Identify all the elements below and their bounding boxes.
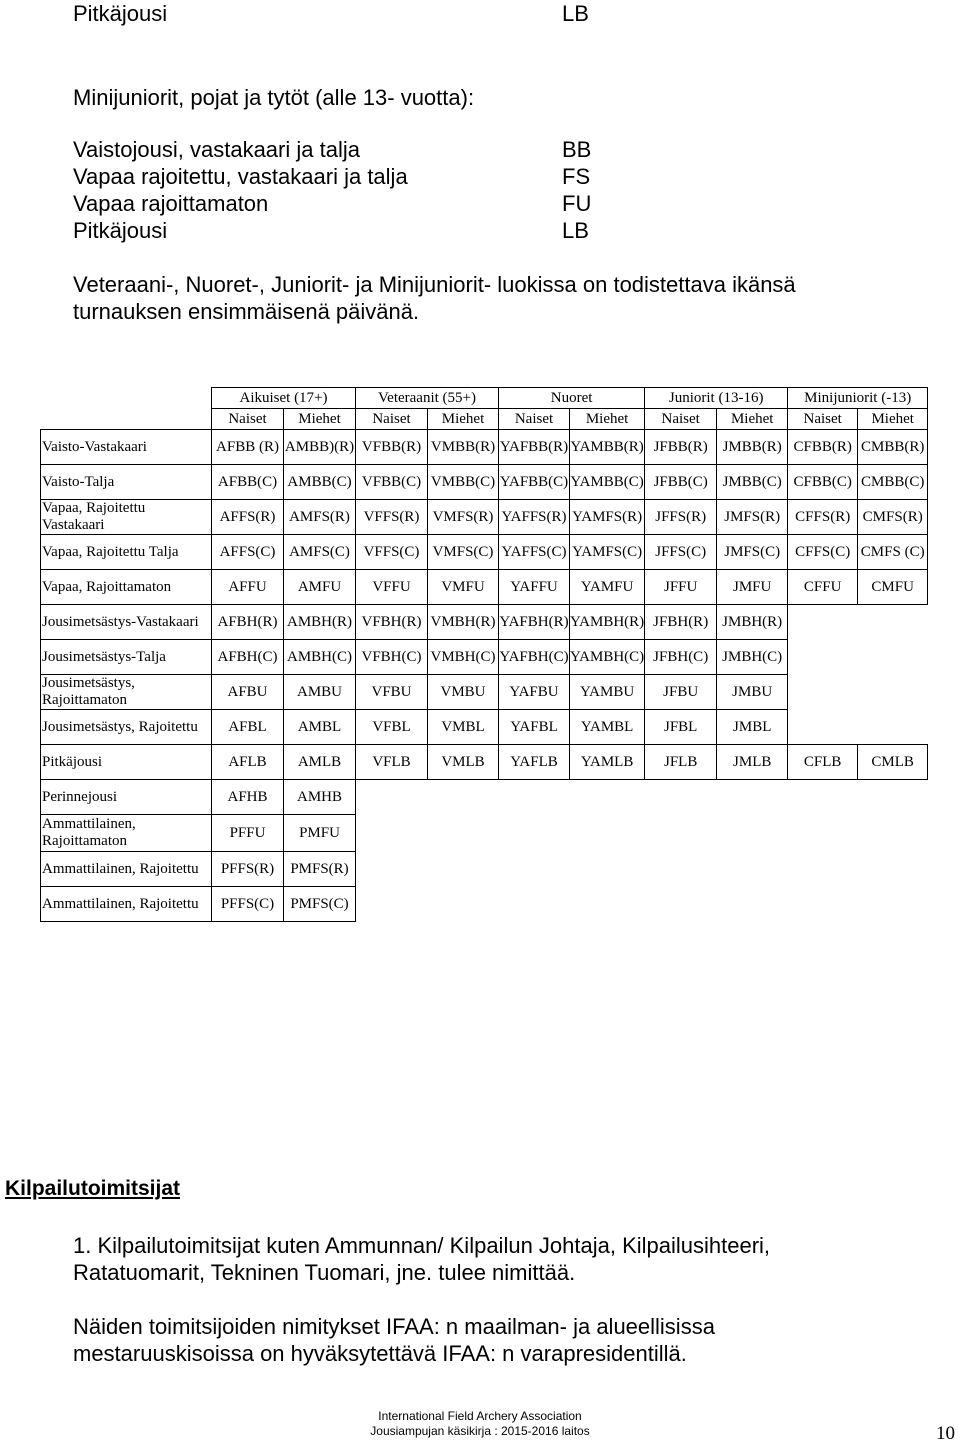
row-label: Vapaa, Rajoitettu Talja bbox=[41, 535, 212, 570]
footer-org: International Field Archery Association bbox=[378, 1409, 582, 1423]
top-right-code: LB bbox=[562, 1, 589, 26]
gender-header: Naiset bbox=[645, 409, 717, 430]
class-code-cell: AFFS(R) bbox=[212, 500, 284, 535]
class-code-cell: JFFS(C) bbox=[645, 535, 717, 570]
row-label: Jousimetsästys-Talja bbox=[41, 640, 212, 675]
empty-cell bbox=[645, 780, 717, 815]
gender-header: Naiset bbox=[356, 409, 428, 430]
footer-handbook: Jousiampujan käsikirja : 2015-2016 laitos bbox=[370, 1424, 590, 1438]
row-label: Perinnejousi bbox=[41, 780, 212, 815]
class-code-cell: PFFU bbox=[212, 815, 284, 852]
class-code-cell: YAFBH(C) bbox=[499, 640, 570, 675]
class-code-cell: YAFBB(R) bbox=[499, 430, 570, 465]
class-code-cell: AFLB bbox=[212, 745, 284, 780]
class-code-cell: VFFU bbox=[356, 570, 428, 605]
class-code-cell: JMBB(C) bbox=[717, 465, 788, 500]
class-code-cell: VMFS(C) bbox=[428, 535, 499, 570]
class-code-cell: CFFS(R) bbox=[788, 500, 858, 535]
empty-cell bbox=[499, 852, 570, 887]
mini-item-code: BB bbox=[562, 137, 592, 162]
empty-cell bbox=[499, 815, 570, 852]
gender-header: Miehet bbox=[428, 409, 499, 430]
class-code-cell: CMFS (C) bbox=[858, 535, 928, 570]
class-code-cell: AMBL bbox=[284, 710, 356, 745]
class-code-cell: YAFFU bbox=[499, 570, 570, 605]
class-code-cell: YAFFS(C) bbox=[499, 535, 570, 570]
class-code-cell: AMBU bbox=[284, 675, 356, 710]
empty-cell bbox=[858, 780, 928, 815]
class-code-cell: YAFLB bbox=[499, 745, 570, 780]
officials-paragraph2-line1: Näiden toimitsijoiden nimitykset IFAA: n maailman- ja alueellisissa bbox=[73, 1314, 715, 1339]
class-code-cell: JMBH(C) bbox=[717, 640, 788, 675]
class-code-cell: YAMFS(C) bbox=[570, 535, 645, 570]
empty-cell bbox=[858, 852, 928, 887]
class-code-cell: VMFS(R) bbox=[428, 500, 499, 535]
class-code-cell: VMBL bbox=[428, 710, 499, 745]
table-header-genders bbox=[41, 409, 928, 430]
empty-cell bbox=[717, 815, 788, 852]
empty-cell bbox=[788, 815, 858, 852]
row-label: Ammattilainen, Rajoitettu bbox=[41, 887, 212, 922]
class-code-cell: AMBH(C) bbox=[284, 640, 356, 675]
empty-cell bbox=[858, 640, 928, 675]
mini-item-name: Vapaa rajoitettu, vastakaari ja talja bbox=[73, 164, 408, 189]
mini-item-name: Vaistojousi, vastakaari ja talja bbox=[73, 137, 360, 162]
row-label: Vaisto-Vastakaari bbox=[41, 430, 212, 465]
class-code-cell: CFLB bbox=[788, 745, 858, 780]
empty-cell bbox=[788, 887, 858, 922]
class-code-cell: JMFU bbox=[717, 570, 788, 605]
table-row bbox=[41, 570, 928, 605]
class-code-cell: VFBH(R) bbox=[356, 605, 428, 640]
table-row bbox=[41, 815, 928, 852]
class-code-cell: PMFS(C) bbox=[284, 887, 356, 922]
class-code-cell: CMBB(C) bbox=[858, 465, 928, 500]
table-row bbox=[41, 605, 928, 640]
class-code-cell: JFFU bbox=[645, 570, 717, 605]
class-code-cell: JFBB(R) bbox=[645, 430, 717, 465]
class-code-cell: JFFS(R) bbox=[645, 500, 717, 535]
class-code-cell: PFFS(R) bbox=[212, 852, 284, 887]
empty-cell bbox=[428, 887, 499, 922]
class-code-cell: AFBB (R) bbox=[212, 430, 284, 465]
class-code-cell: VFFS(R) bbox=[356, 500, 428, 535]
empty-cell bbox=[717, 852, 788, 887]
class-code-cell: JMBL bbox=[717, 710, 788, 745]
row-label: Vapaa, Rajoitettu Vastakaari bbox=[41, 500, 212, 535]
empty-cell bbox=[858, 605, 928, 640]
row-label: Ammattilainen, Rajoittamaton bbox=[41, 815, 212, 852]
table-row bbox=[41, 500, 928, 535]
table-row bbox=[41, 710, 928, 745]
class-code-cell: AFFS(C) bbox=[212, 535, 284, 570]
class-code-cell: JFLB bbox=[645, 745, 717, 780]
class-code-cell: PFFS(C) bbox=[212, 887, 284, 922]
empty-cell bbox=[570, 887, 645, 922]
row-label: Jousimetsästys, Rajoittamaton bbox=[41, 675, 212, 710]
class-code-cell: AFBU bbox=[212, 675, 284, 710]
gender-header: Miehet bbox=[570, 409, 645, 430]
empty-cell bbox=[645, 887, 717, 922]
officials-paragraph1-line2: Ratatuomarit, Tekninen Tuomari, jne. tulee nimittää. bbox=[73, 1260, 576, 1285]
class-code-cell: CMFS(R) bbox=[858, 500, 928, 535]
class-code-cell: JMBB(R) bbox=[717, 430, 788, 465]
age-group-header: Nuoret bbox=[499, 388, 645, 409]
class-code-cell: YAMFS(R) bbox=[570, 500, 645, 535]
class-code-cell: CMLB bbox=[858, 745, 928, 780]
row-label: Jousimetsästys-Vastakaari bbox=[41, 605, 212, 640]
class-code-cell: CFFS(C) bbox=[788, 535, 858, 570]
empty-cell bbox=[428, 852, 499, 887]
mini-item-code: FS bbox=[562, 164, 591, 189]
table-header-groups bbox=[41, 388, 928, 409]
empty-cell bbox=[858, 815, 928, 852]
class-code-cell: CMBB(R) bbox=[858, 430, 928, 465]
empty-cell bbox=[356, 852, 428, 887]
class-code-cell: AMBB(C) bbox=[284, 465, 356, 500]
mini-item-name: Vapaa rajoittamaton bbox=[73, 191, 269, 216]
class-code-cell: YAFBB(C) bbox=[499, 465, 570, 500]
empty-cell bbox=[858, 710, 928, 745]
table-corner bbox=[41, 388, 212, 409]
class-code-cell: JFBL bbox=[645, 710, 717, 745]
class-code-cell: JFBU bbox=[645, 675, 717, 710]
class-code-cell: JMFS(C) bbox=[717, 535, 788, 570]
empty-cell bbox=[788, 852, 858, 887]
empty-cell bbox=[356, 780, 428, 815]
class-code-cell: VMFU bbox=[428, 570, 499, 605]
mini-item-code: FU bbox=[562, 191, 592, 216]
class-code-cell: VFBU bbox=[356, 675, 428, 710]
classes-table bbox=[40, 387, 928, 922]
empty-cell bbox=[645, 815, 717, 852]
class-code-cell: AFBH(R) bbox=[212, 605, 284, 640]
class-code-cell: AMFS(C) bbox=[284, 535, 356, 570]
class-code-cell: JFBB(C) bbox=[645, 465, 717, 500]
class-code-cell: YAMBH(R) bbox=[570, 605, 645, 640]
officials-heading: Kilpailutoimitsijat bbox=[5, 1177, 181, 1200]
class-code-cell: YAMBU bbox=[570, 675, 645, 710]
class-code-cell: YAMBB(C) bbox=[570, 465, 645, 500]
empty-cell bbox=[858, 675, 928, 710]
class-code-cell: VFBL bbox=[356, 710, 428, 745]
class-code-cell: VMBH(R) bbox=[428, 605, 499, 640]
empty-cell bbox=[717, 780, 788, 815]
top-left-text: Pitkäjousi bbox=[73, 1, 168, 26]
gender-header: Miehet bbox=[858, 409, 928, 430]
mini-item-code: LB bbox=[562, 218, 589, 243]
class-code-cell: JMLB bbox=[717, 745, 788, 780]
class-code-cell: AFBB(C) bbox=[212, 465, 284, 500]
class-code-cell: VFBB(C) bbox=[356, 465, 428, 500]
empty-cell bbox=[499, 887, 570, 922]
class-code-cell: AFHB bbox=[212, 780, 284, 815]
class-code-cell: VFBH(C) bbox=[356, 640, 428, 675]
empty-cell bbox=[788, 640, 858, 675]
empty-cell bbox=[356, 887, 428, 922]
class-code-cell: VMBB(C) bbox=[428, 465, 499, 500]
class-code-cell: YAMBL bbox=[570, 710, 645, 745]
class-code-cell: CFBB(C) bbox=[788, 465, 858, 500]
empty-cell bbox=[788, 710, 858, 745]
table-row bbox=[41, 887, 928, 922]
officials-paragraph2-line2: mestaruuskisoissa on hyväksytettävä IFAA: n varapresidentillä. bbox=[73, 1341, 687, 1366]
class-code-cell: YAMFU bbox=[570, 570, 645, 605]
class-code-cell: JMBU bbox=[717, 675, 788, 710]
empty-cell bbox=[570, 815, 645, 852]
empty-cell bbox=[788, 780, 858, 815]
empty-cell bbox=[428, 780, 499, 815]
class-code-cell: JFBH(R) bbox=[645, 605, 717, 640]
row-label: Pitkäjousi bbox=[41, 745, 212, 780]
class-code-cell: VFBB(R) bbox=[356, 430, 428, 465]
empty-cell bbox=[356, 815, 428, 852]
class-code-cell: VFLB bbox=[356, 745, 428, 780]
row-label: Vaisto-Talja bbox=[41, 465, 212, 500]
class-code-cell: YAMLB bbox=[570, 745, 645, 780]
empty-cell bbox=[717, 887, 788, 922]
officials-paragraph1-line1: 1. Kilpailutoimitsijat kuten Ammunnan/ Kilpailun Johtaja, Kilpailusihteeri, bbox=[73, 1233, 771, 1258]
class-code-cell: YAFBU bbox=[499, 675, 570, 710]
class-code-cell: AMLB bbox=[284, 745, 356, 780]
class-code-cell: AFBL bbox=[212, 710, 284, 745]
table-row bbox=[41, 465, 928, 500]
age-group-header: Aikuiset (17+) bbox=[212, 388, 356, 409]
class-code-cell: VMLB bbox=[428, 745, 499, 780]
empty-cell bbox=[788, 605, 858, 640]
row-label: Jousimetsästys, Rajoitettu bbox=[41, 710, 212, 745]
table-row bbox=[41, 535, 928, 570]
empty-cell bbox=[499, 780, 570, 815]
class-code-cell: VMBU bbox=[428, 675, 499, 710]
table-row bbox=[41, 852, 928, 887]
empty-cell bbox=[428, 815, 499, 852]
empty-cell bbox=[645, 852, 717, 887]
class-code-cell: AMBH(R) bbox=[284, 605, 356, 640]
class-code-cell: YAFBH(R) bbox=[499, 605, 570, 640]
class-code-cell: AMFS(R) bbox=[284, 500, 356, 535]
class-code-cell: JFBH(C) bbox=[645, 640, 717, 675]
class-code-cell: CMFU bbox=[858, 570, 928, 605]
class-code-cell: AFBH(C) bbox=[212, 640, 284, 675]
table-row bbox=[41, 780, 928, 815]
class-code-cell: CFFU bbox=[788, 570, 858, 605]
age-group-header: Minijuniorit (-13) bbox=[788, 388, 928, 409]
class-code-cell: YAMBB(R) bbox=[570, 430, 645, 465]
age-note-line1: Veteraani-, Nuoret-, Juniorit- ja Minijuniorit- luokissa on todistettava ikänsä bbox=[73, 272, 796, 297]
table-row bbox=[41, 640, 928, 675]
class-code-cell: JMFS(R) bbox=[717, 500, 788, 535]
gender-header: Naiset bbox=[788, 409, 858, 430]
class-code-cell: YAFBL bbox=[499, 710, 570, 745]
table-row bbox=[41, 675, 928, 710]
empty-cell bbox=[570, 780, 645, 815]
class-code-cell: AFFU bbox=[212, 570, 284, 605]
row-label: Ammattilainen, Rajoitettu bbox=[41, 852, 212, 887]
empty-cell bbox=[788, 675, 858, 710]
mini-heading: Minijuniorit, pojat ja tytöt (alle 13- vuotta): bbox=[73, 85, 475, 110]
table-corner bbox=[41, 409, 212, 430]
table-row bbox=[41, 745, 928, 780]
class-code-cell: VMBB(R) bbox=[428, 430, 499, 465]
gender-header: Naiset bbox=[499, 409, 570, 430]
class-code-cell: VFFS(C) bbox=[356, 535, 428, 570]
empty-cell bbox=[858, 887, 928, 922]
mini-item-name: Pitkäjousi bbox=[73, 218, 168, 243]
class-code-cell: AMHB bbox=[284, 780, 356, 815]
class-code-cell: AMFU bbox=[284, 570, 356, 605]
age-note-line2: turnauksen ensimmäisenä päivänä. bbox=[73, 299, 420, 324]
class-code-cell: CFBB(R) bbox=[788, 430, 858, 465]
class-code-cell: PMFU bbox=[284, 815, 356, 852]
gender-header: Miehet bbox=[284, 409, 356, 430]
class-code-cell: YAFFS(R) bbox=[499, 500, 570, 535]
table-row bbox=[41, 430, 928, 465]
gender-header: Naiset bbox=[212, 409, 284, 430]
page-number: 10 bbox=[936, 1423, 955, 1444]
class-code-cell: JMBH(R) bbox=[717, 605, 788, 640]
age-group-header: Juniorit (13-16) bbox=[645, 388, 788, 409]
row-label: Vapaa, Rajoittamaton bbox=[41, 570, 212, 605]
class-code-cell: AMBB)(R) bbox=[284, 430, 356, 465]
gender-header: Miehet bbox=[717, 409, 788, 430]
empty-cell bbox=[570, 852, 645, 887]
age-group-header: Veteraanit (55+) bbox=[356, 388, 499, 409]
class-code-cell: PMFS(R) bbox=[284, 852, 356, 887]
class-code-cell: YAMBH(C) bbox=[570, 640, 645, 675]
class-code-cell: VMBH(C) bbox=[428, 640, 499, 675]
